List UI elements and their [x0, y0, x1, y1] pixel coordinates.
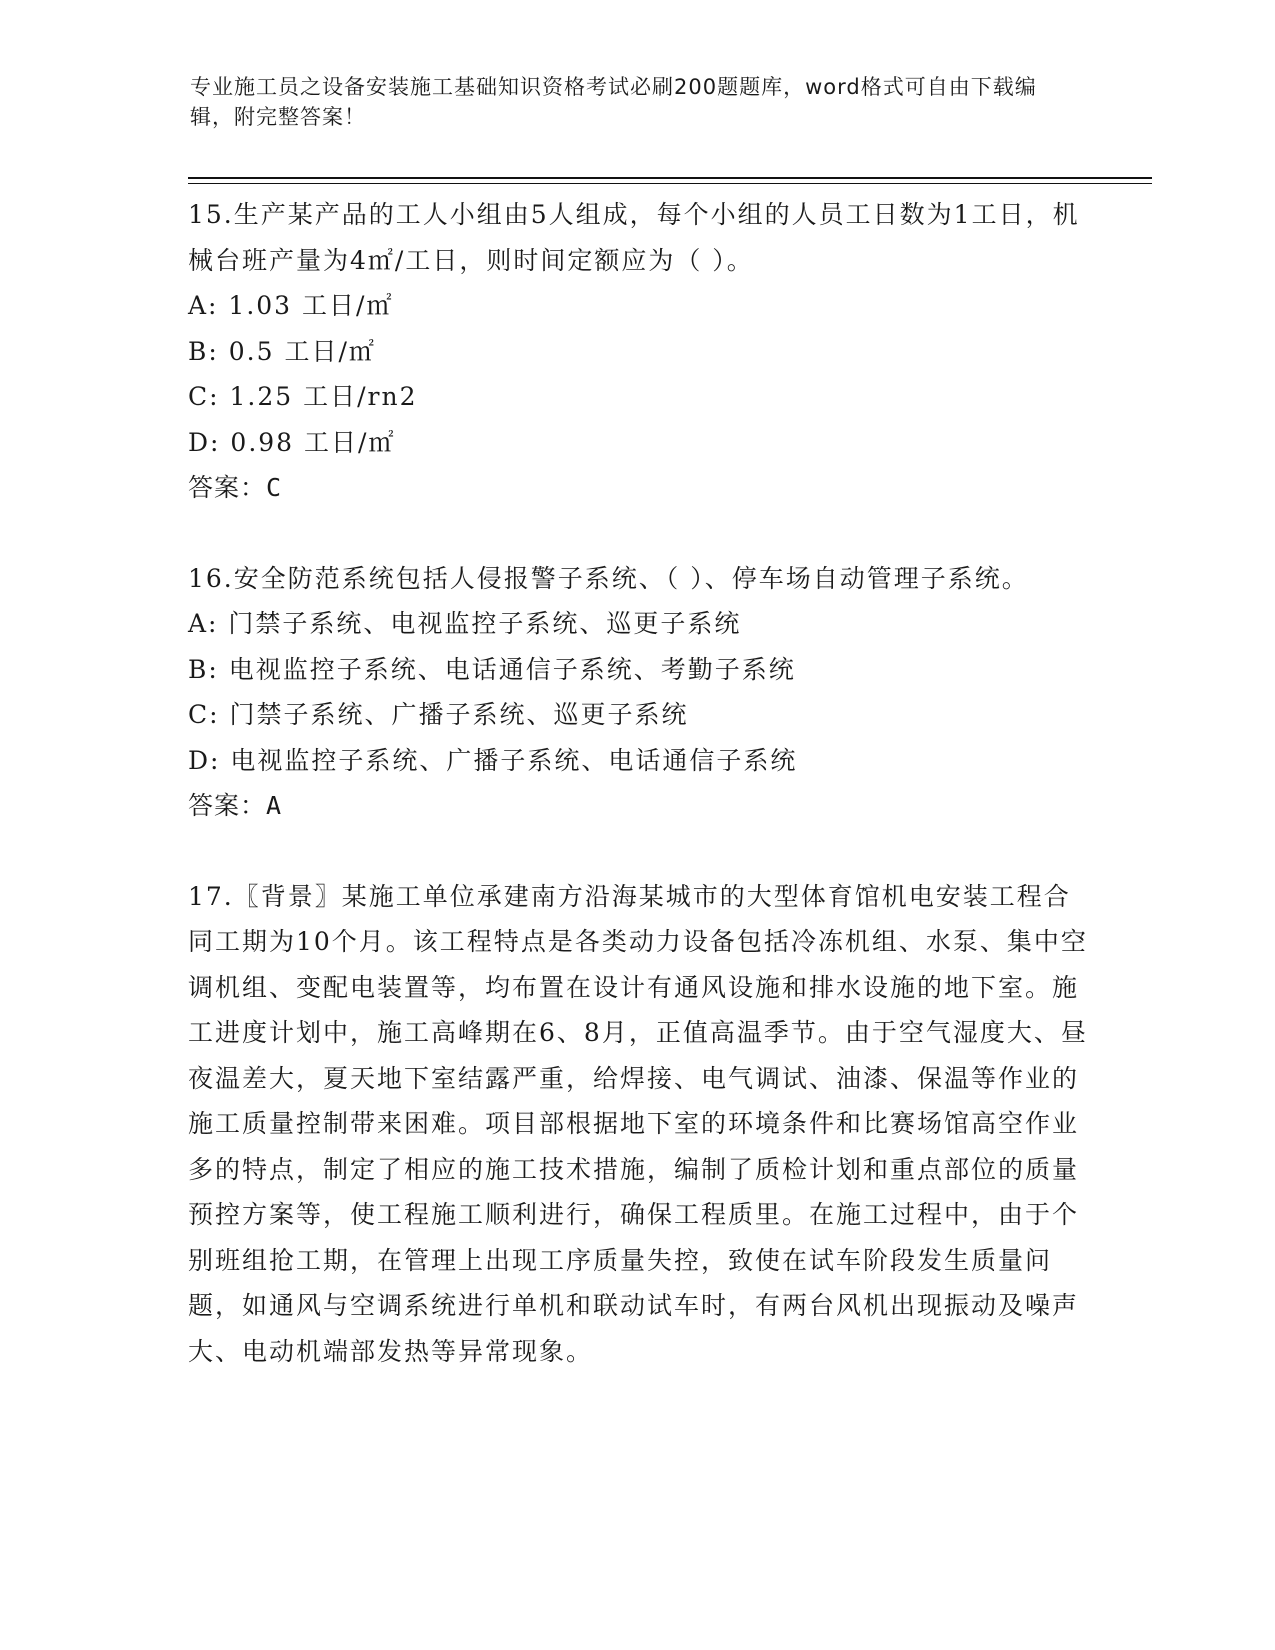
- question-17: [188, 874, 1088, 1375]
- option-b: B: 0.5 工日/㎡: [188, 336, 376, 366]
- question-stem: 17.〖背景〗某施工单位承建南方沿海某城市的大型体育馆机电安装工程合同工期为10个月。该工程特点是各类动力设备包括冷冻机组、水泵、集中空调机组、变配电装置等，均布置在设计有通风设施和排水设施的地下室。施工进度计划中，施工高峰期在6、8月，正值高温季节。由于空气湿度大、昼夜温差大，夏天地下室结露严重，给焊接、电气调试、油漆、保温等作业的施工质量控制带来困难。项目部根据地下室的环境条件和比赛场馆高空作业多的特点，制定了相应的施工技术措施，编制了质检计划和重点部位的质量预控方案等，使工程施工顺利进行，确保工程质里。在施工过程中，由于个别班组抢工期，在管理上出现工序质量失控，致使在试车阶段发生质量问题，如通风与空调系统进行单机和联动试车时，有两台风机出现振动及噪声大、电动机端部发热等异常现象。: [188, 881, 1088, 1366]
- question-list: [188, 192, 1088, 1374]
- question-spacer: [188, 829, 1088, 874]
- option-a: A: 1.03 工日/㎡: [188, 291, 394, 320]
- option-c: C: 门禁子系统、广播子系统、巡更子系统: [188, 700, 689, 729]
- question-stem: 16.安全防范系统包括人侵报警子系统、（ ）、停车场自动管理子系统。: [188, 563, 1029, 593]
- header-title: 专业施工员之设备安装施工基础知识资格考试必刷200题题库，word格式可自由下载编辑，附完整答案！: [190, 75, 1037, 129]
- answer-label: 答案：: [188, 473, 267, 502]
- question-15: [188, 192, 1088, 511]
- option-d: D: 电视监控子系统、广播子系统、电话通信子系统: [188, 745, 798, 775]
- answer-label: 答案：: [188, 791, 267, 820]
- answer-value: C: [266, 473, 283, 502]
- option-d: D: 0.98 工日/㎡: [188, 427, 396, 457]
- question-spacer: [188, 511, 1088, 556]
- header-divider-thin: [188, 183, 1152, 184]
- question-16: [188, 556, 1088, 829]
- answer-value: A: [266, 791, 283, 820]
- document-header: [190, 72, 1070, 132]
- option-a: A: 门禁子系统、电视监控子系统、巡更子系统: [188, 609, 742, 638]
- option-c: C: 1.25 工日/rn2: [188, 382, 418, 411]
- question-stem: 15.生产某产品的工人小组由5人组成，每个小组的人员工日数为1工日，机械台班产量为4㎡/工日，则时间定额应为（ ）。: [188, 200, 1080, 275]
- answer-line: [188, 783, 1088, 829]
- answer-line: [188, 465, 1088, 511]
- option-b: B: 电视监控子系统、电话通信子系统、考勤子系统: [188, 654, 796, 684]
- header-divider-thick: [188, 177, 1152, 179]
